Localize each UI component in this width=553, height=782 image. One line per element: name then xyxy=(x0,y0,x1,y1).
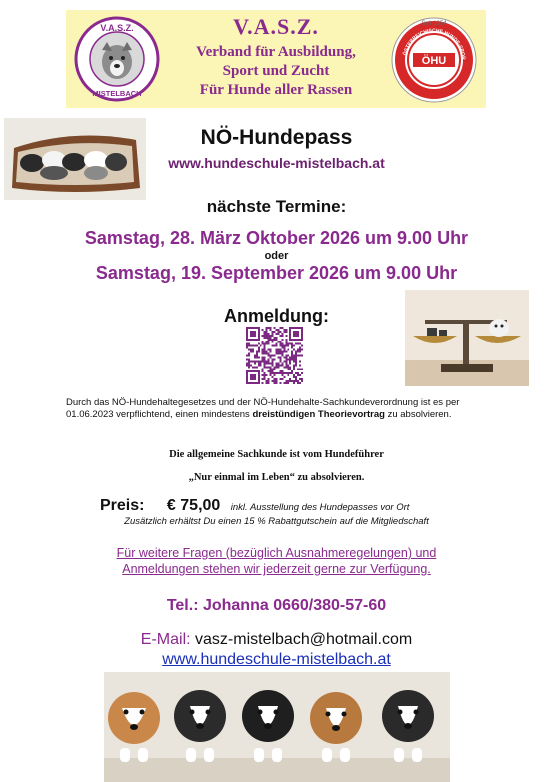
website-bottom-link[interactable]: www.hundeschule-mistelbach.at xyxy=(162,651,391,668)
email-contact[interactable] xyxy=(0,631,553,649)
email-address-link[interactable]: vasz-mistelbach@hotmail.com xyxy=(195,631,413,648)
header-line-2: Sport und Zucht xyxy=(222,63,330,79)
questions-line-2: Anmeldungen stehen wir jederzeit gerne zur Verfügung. xyxy=(122,562,431,576)
discount-note: Zusätzlich erhältst Du einen 15 % Rabattgutschein auf die Mitgliedschaft xyxy=(124,516,429,527)
email-label: E-Mail: xyxy=(140,631,191,648)
oehu-logo-center-text: ÖHU xyxy=(421,55,447,67)
phone-contact[interactable]: Tel.: Johanna 0660/380-57-60 xyxy=(166,597,387,614)
page-title: NÖ-Hundepass xyxy=(200,126,353,149)
date-1: Samstag, 28. März Oktober 2026 um 9.00 Uhr xyxy=(84,228,469,248)
questions-text xyxy=(0,545,553,577)
oehu-logo-since-text: Seit 1954 xyxy=(421,21,447,27)
header-line-1: Verband für Ausbildung, xyxy=(196,44,356,60)
oehu-logo xyxy=(390,16,478,104)
puppies-row-photo xyxy=(104,672,450,782)
date-2: Samstag, 19. September 2026 um 9.00 Uhr xyxy=(95,263,458,283)
or-label: oder xyxy=(264,250,289,262)
price-note: inkl. Ausstellung des Hundepasses vor Ort xyxy=(230,502,410,513)
once-in-life-line: „Nur einmal im Leben“ zu absolvieren. xyxy=(188,472,365,483)
legal-text-2: zu absolvieren. xyxy=(384,409,452,420)
next-dates-label: nächste Termine: xyxy=(206,197,347,216)
puppy-on-scale-photo xyxy=(405,290,529,386)
legal-text-1: Durch das NÖ-Hundehaltegesetzes und der NÖ-Hundehalte-Sachkundeverordnung ist es per 01.06.2023 verpflichtend, einen mindestens xyxy=(66,397,460,420)
price-row xyxy=(100,497,409,515)
questions-line-1: Für weitere Fragen (bezüglich Ausnahmeregelungen) und xyxy=(116,546,437,560)
legal-notice xyxy=(66,397,486,421)
price-value: € 75,00 xyxy=(166,497,221,514)
header-line-3: Für Hunde aller Rassen xyxy=(199,82,353,98)
vasz-logo-text-top: V.A.S.Z. xyxy=(100,23,134,33)
vasz-logo-text-bottom: MISTELBACH xyxy=(92,89,142,98)
header-banner xyxy=(66,10,486,108)
vasz-club-logo xyxy=(74,16,160,102)
header-title: V.A.S.Z. xyxy=(233,14,319,39)
price-label: Preis: xyxy=(100,497,145,514)
sachkunde-line: Die allgemeine Sachkunde ist vom Hundeführer xyxy=(169,449,384,460)
registration-qr-code[interactable] xyxy=(245,327,304,384)
oehu-logo-ring-text: ÖSTERREICHISCHE HUNDE-SPOR xyxy=(402,27,467,61)
registration-label: Anmeldung: xyxy=(224,306,329,326)
legal-bold: dreistündigen Theorievortrag xyxy=(252,409,385,420)
website-top: www.hundeschule-mistelbach.at xyxy=(168,155,385,171)
